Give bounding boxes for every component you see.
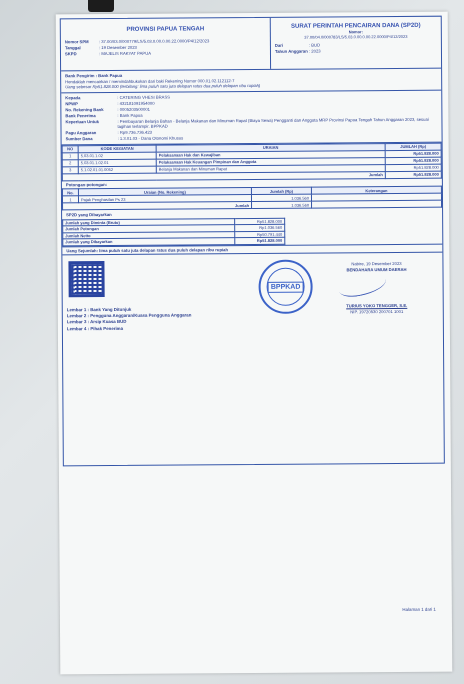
nomor-label: Nomor: <box>348 29 363 35</box>
table-row: 3 5.1.02.01.01.0052 Belanja Makanan dan Minuman Rapat Rp51.828.000 <box>62 164 441 174</box>
transfer-instruction: Hendaklah mencairkan / memindahbukukan dari baki Rekening Nomor 000.01.02.112112-7 <box>65 77 235 84</box>
account-number-row: No. Rekening Bank : 0005203500001 <box>65 106 150 112</box>
header-left <box>61 18 271 70</box>
budget-ceiling-row: Pagu Anggaran : Rp9.736.736.423 <box>65 129 153 135</box>
list-item: Lembar 2 : Pengguna Anggaran/Kuasa Pengguna Anggaran <box>66 312 192 319</box>
table-row: Jumlah yang Dibayarkan Rp51.828.000 <box>63 236 442 245</box>
table-row: 2 5.03.01.1.02.01 Pelaksanaan Hak Keuangan Pimpinan dan Anggota Rp51.828.000 <box>62 157 441 167</box>
signature-area <box>62 253 443 360</box>
spm-number-row: Nomor SPM : 37.00/03.0/000779/LS/5.03.0.00.0.00.22.0000/P4/12/2023 <box>64 38 210 45</box>
header-right <box>271 17 441 69</box>
document-title: SURAT PERINTAH PENCAIRAN DANA (SP2D) <box>290 22 421 30</box>
receiving-bank-row: Bank Penerima : Bank Papua <box>65 112 143 118</box>
table-header-row: No. Uraian (No. Rekening) Jumlah (Rp) Keterangan <box>62 186 441 196</box>
signer-name: TURIUS YOKO TENGGER, S.E. <box>346 302 408 309</box>
fiscal-year-row: Tahun Anggaran : 2023 <box>274 48 321 54</box>
table-header-row: NO KODE KEGIATAN URAIAN JUMLAH (Rp) <box>62 143 441 153</box>
sp2d-number: 37.00/04.0/000783/LS/5.03.0.00.0.00.22.0000/P4/12/2023 <box>304 33 408 40</box>
fund-source-row: Sumber Dana : 1.3.01.03 - Dana Otonomi Khusus <box>65 134 184 141</box>
binder-clip <box>88 0 114 12</box>
list-item: Lembar 3 : Arsip Kuasa BUD <box>66 319 127 325</box>
instruction-section <box>61 69 441 93</box>
deductions-title: Potongan-potongan: <box>65 181 108 187</box>
payment-in-words: Uang Sejumlah: lima puluh satu juta delapan ratus dua puluh delapan ribu rupiah <box>62 243 442 255</box>
province-title: PROVINSI PAPUA TENGAH <box>126 26 205 33</box>
recipient-section <box>61 90 441 145</box>
signer-name-block <box>313 303 441 315</box>
summary-title: SP2D yang Dibayarkan <box>66 211 112 218</box>
signer-nip: NIP. 19720530 200701 1001 <box>350 308 404 314</box>
place-date: Nabire, 19 Desember 2023 <box>351 260 402 267</box>
activity-table <box>62 142 442 181</box>
document-frame <box>60 16 445 467</box>
signature-block <box>312 261 440 273</box>
qr-code-icon <box>68 261 104 297</box>
table-total-row: Jumlah 1.036.560 <box>63 200 442 210</box>
summary-table <box>62 216 442 246</box>
signer-position: BENDAHARA UMUM DAERAH <box>346 266 407 272</box>
table-row: Jumlah Potongan Rp1.036.560 <box>63 223 442 232</box>
page-number: Halaman 1 dari 1 <box>402 606 436 612</box>
table-row: Jumlah Netto Rp50.791.440 <box>63 230 442 239</box>
list-item: Lembar 1 : Bank Yang Ditunjuk <box>66 306 132 313</box>
list-item: Lembar 4 : Pihak Penerima <box>66 325 124 331</box>
from-row: Dari : BUD <box>274 42 321 48</box>
sending-bank: Bank Pengirim : Bank Papua <box>65 72 123 79</box>
npwp-row: NPWP : 432181091954000 <box>65 100 155 106</box>
skpd-row: SKPD : MAJELIS RAKYAT PAPUA <box>64 50 152 57</box>
sp2d-document <box>56 12 453 675</box>
recipient-name-row: Kepada : CATERING VHESI BRASS <box>65 94 171 100</box>
official-stamp <box>258 260 312 314</box>
handwritten-signature <box>337 271 388 299</box>
document-header <box>61 17 441 72</box>
table-row: 1 Pajak Penghasilan Ps 23 1.036.560 <box>62 193 441 203</box>
amount-in-words: Uang sebesar Rp51.828.000 (terbilang: lima puluh satu juta delapan ratus dua puluh delapan ribu rupiah) <box>65 82 261 90</box>
stamp-label: BPPKAD <box>268 281 304 292</box>
copy-distribution-list <box>67 306 192 332</box>
deductions-table <box>62 186 442 211</box>
table-total-row: Jumlah Rp51.828.000 <box>62 171 441 181</box>
date-row: Tanggal : 19 Desember 2023 <box>64 44 137 51</box>
table-row: Jumlah yang Diminta (Bruto) Rp51.828.000 <box>63 217 442 226</box>
table-row: 1 5.03.01.1.02 Pelaksanaan Hak dan Kewajiban Rp51.828.000 <box>62 150 441 160</box>
purpose-row: Keperluan Untuk : Pembayaran Belanja Bahan - Belanja Makanan dan Minuman Rapat (Biaya Sewa) Pengganti dan Anggota MRP Provinsi Papua Tengah Tahun Anggaran 2023, sesuai tagihan terlampir. BPPKAD <box>65 116 429 129</box>
